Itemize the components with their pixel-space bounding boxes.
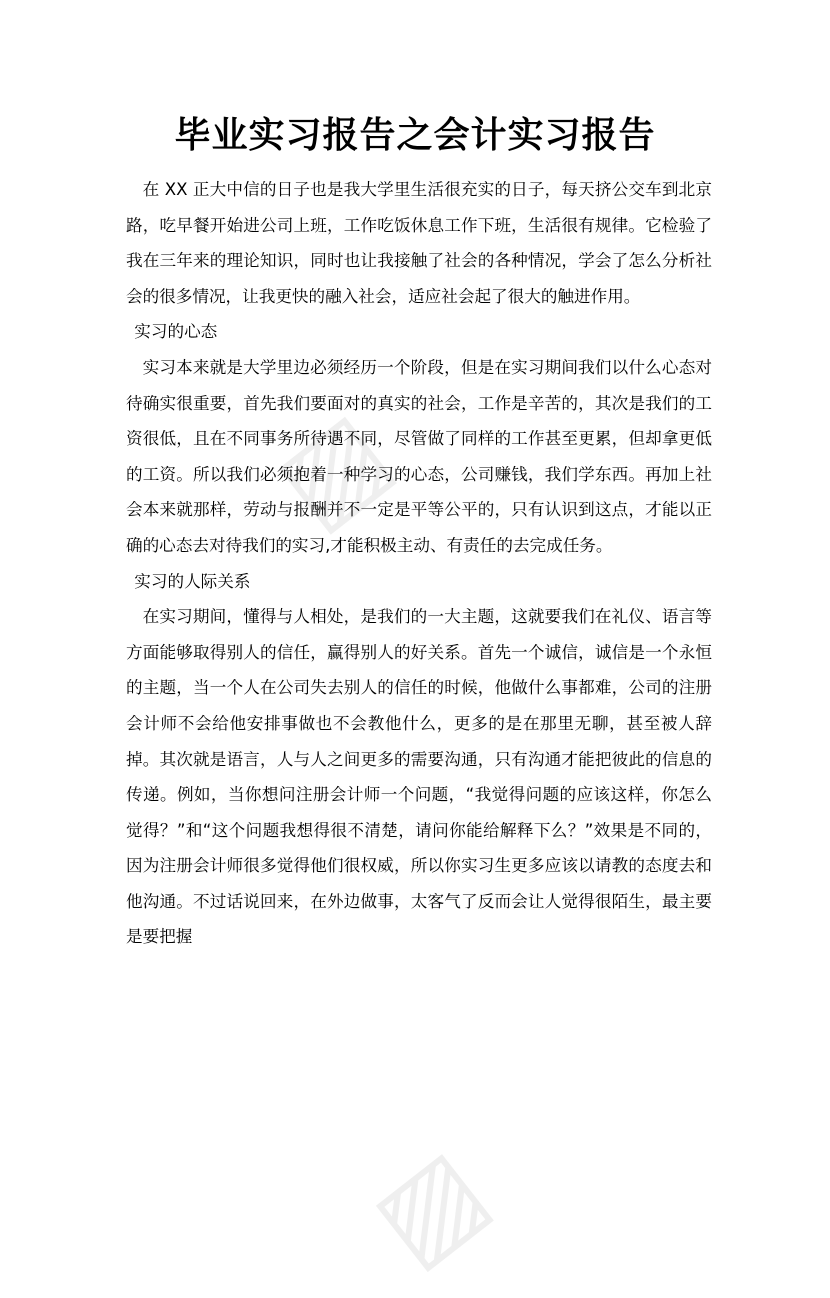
paragraph-relationships: 在实习期间，懂得与人相处，是我们的一大主题，这就要我们在礼仪、语言等方面能够取得别人的信任，赢得别人的好关系。首先一个诚信，诚信是一个永恒的主题，当一个人在公司失去别人的信任的时候，他做什么事都难，公司的注册会计师不会给他安排事做也不会教他什么，更多的是在那里无聊，甚至被人辞掉。其次就是语言，人与人之间更多的需要沟通，只有沟通才能把彼此的信息的传递。例如，当你想问注册会计师一个问题，“我觉得问题的应该这样，你怎么觉得？”和“这个问题我想得很不清楚，请问你能给解释下么？”效果是不同的，因为注册会计师很多觉得他们很权威，所以你实习生更多应该以请教的态度去和他沟通。不过话说回来，在外边做事，太客气了反而会让人觉得很陌生，最主要是要把握 [126, 607, 712, 947]
document-title: 毕业实习报告之会计实习报告 [174, 115, 656, 156]
document-body [126, 172, 712, 955]
watermark: ▨ [251, 385, 413, 551]
paragraph-mindset: 实习本来就是大学里边必须经历一个阶段，但是在实习期间我们以什么心态对待确实很重要，首先我们要面对的真实的社会，工作是辛苦的，其次是我们的工资很低，且在不同事务所待遇不同，尽管做了同样的工作甚至更累，但却拿更低的工资。所以我们必须抱着一种学习的心态，公司赚钱，我们学东西。再加上社会本来就那样，劳动与报酬并不一定是平等公平的，只有认识到这点，才能以正确的心态去对待我们的实习,才能积极主动、有责任的去完成任务。 [126, 357, 712, 555]
section-heading-relationships: 实习的人际关系 [134, 571, 251, 591]
section-heading-mindset: 实习的心态 [134, 322, 218, 342]
paragraph-intro: 在 XX 正大中信的日子也是我大学里生活很充实的日子，每天挤公交车到北京路，吃早餐开始进公司上班，工作吃饭休息工作下班，生活很有规律。它检验了我在三年来的理论知识，同时也让我接触了社会的各种情况，学会了怎么分析社会的很多情况，让我更快的融入社会，适应社会起了很大的触进作用。 [126, 180, 712, 306]
watermark-bottom: ▨ [348, 1123, 510, 1289]
